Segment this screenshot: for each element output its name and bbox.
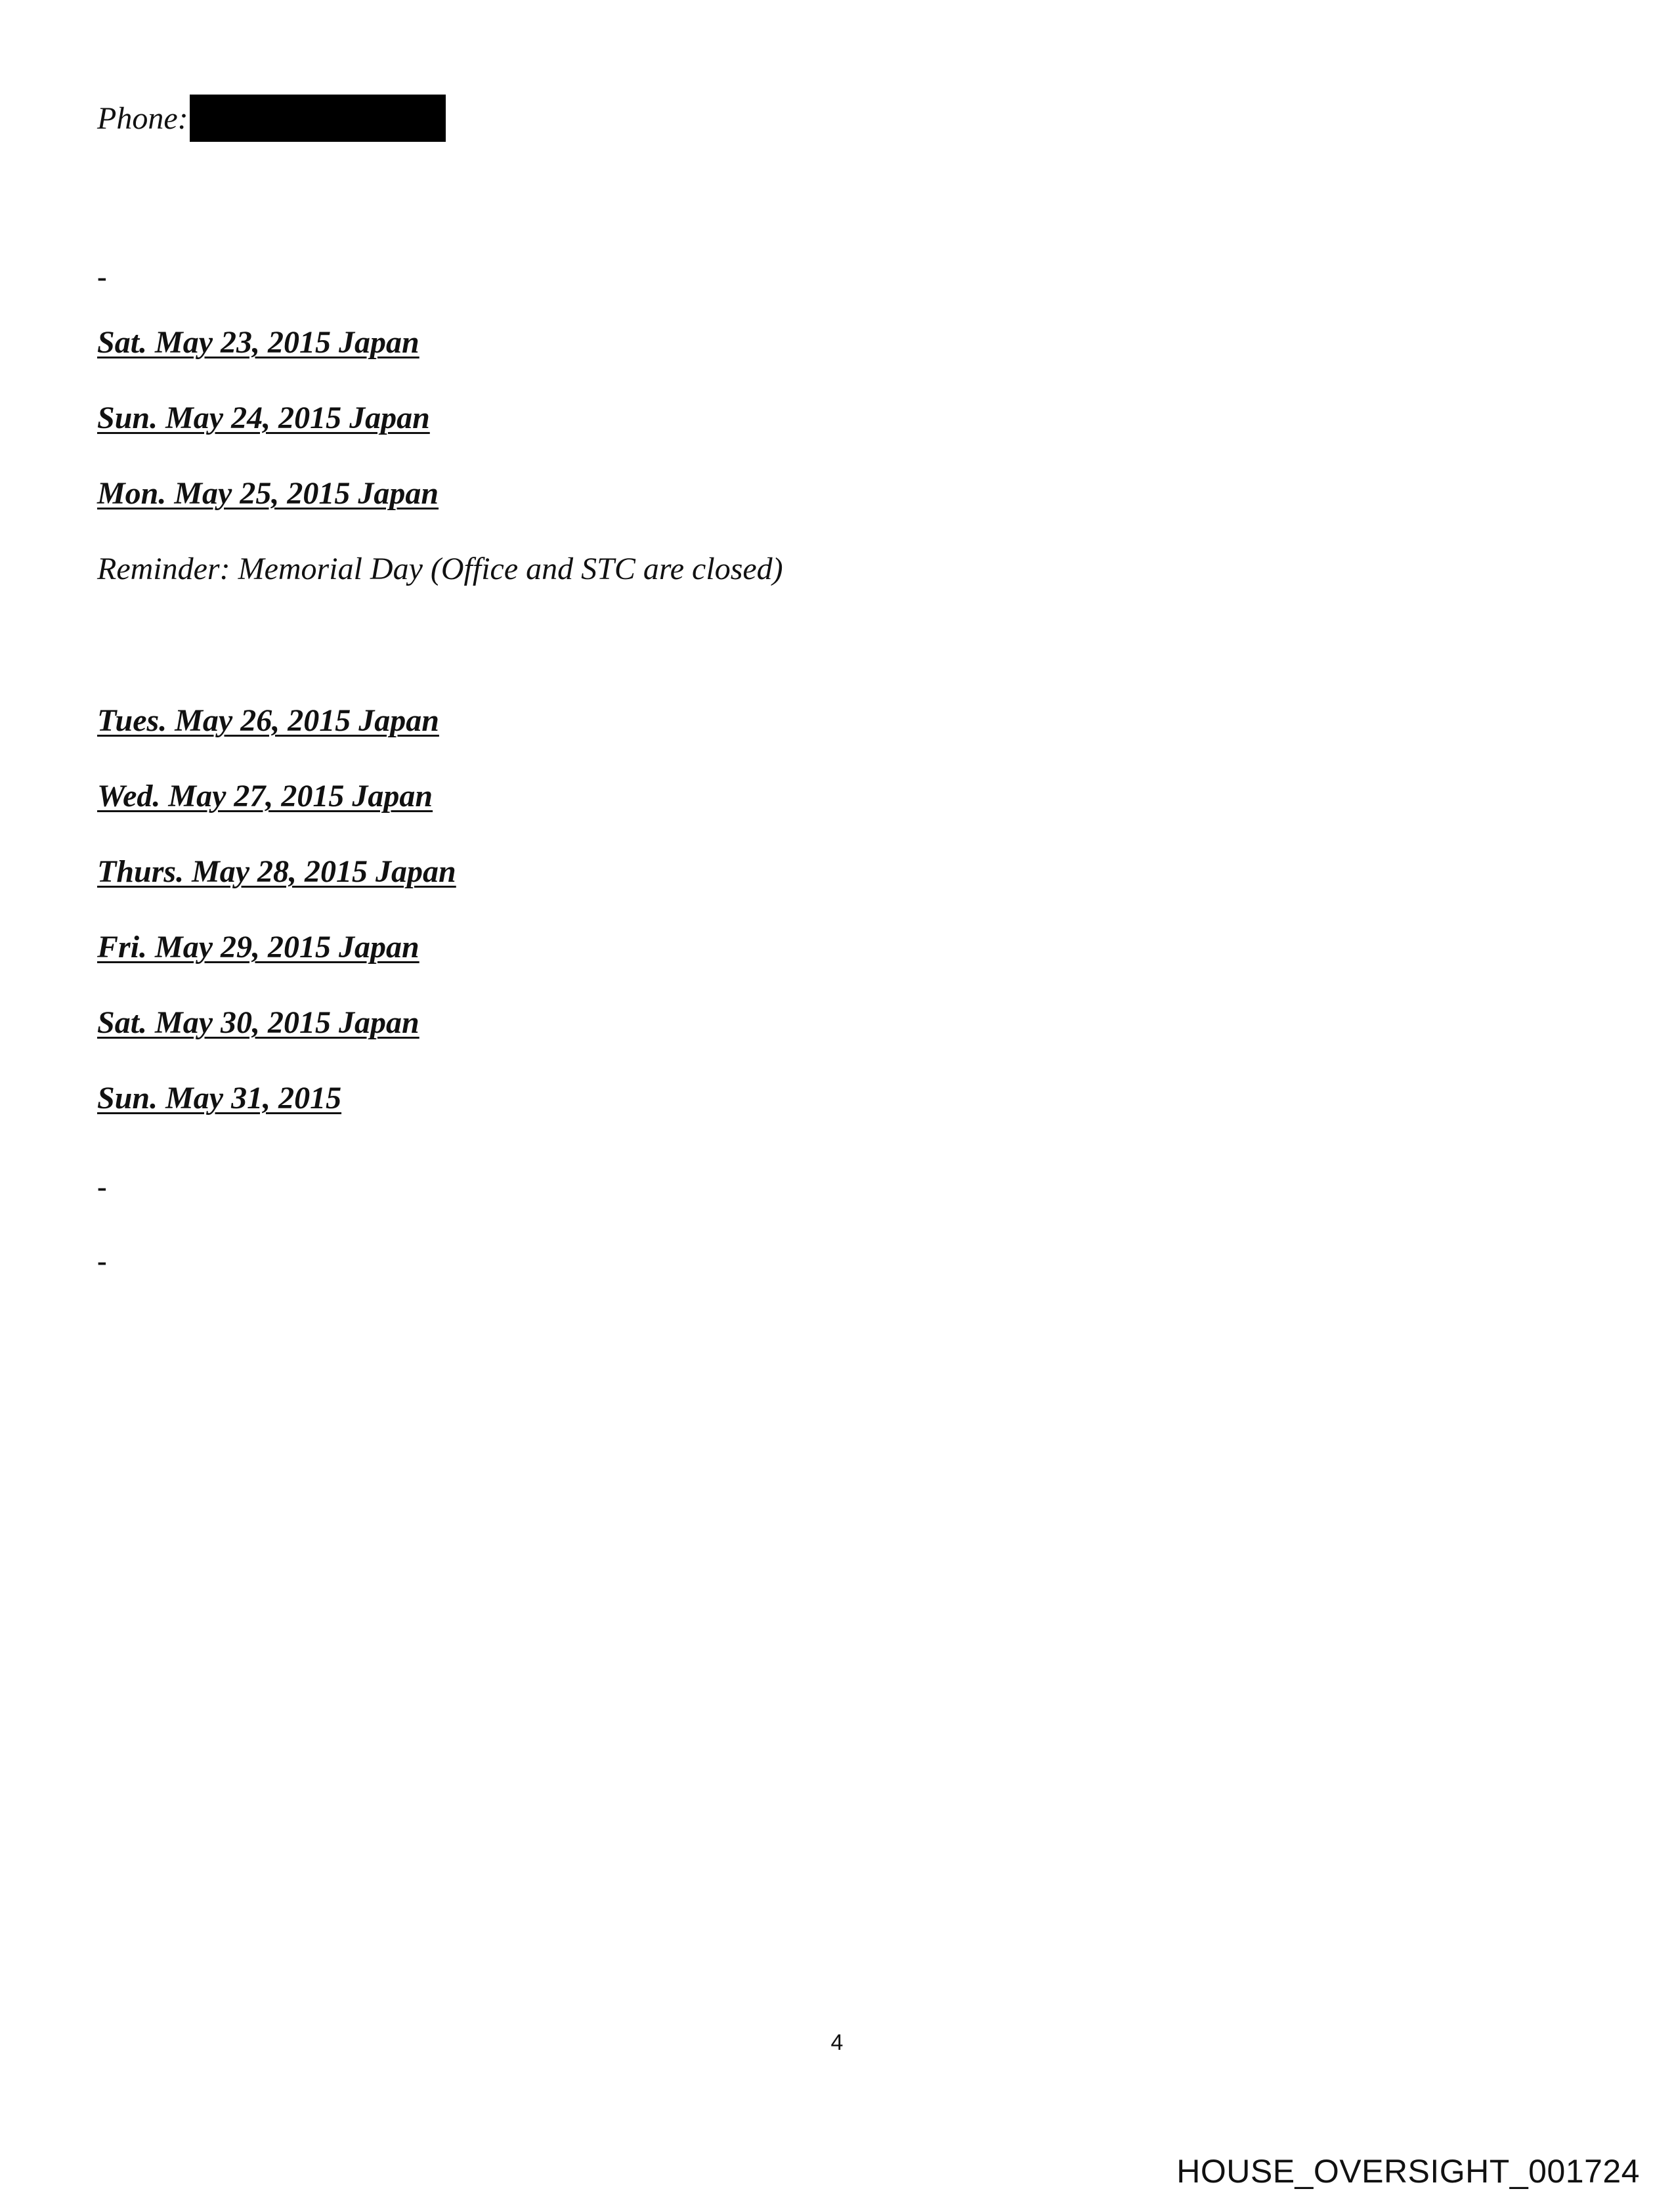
bates-number: HOUSE_OVERSIGHT_001724 [1176,2153,1640,2190]
phone-line [97,95,446,142]
day-heading-tues-may-26: Tues. May 26, 2015 Japan [97,703,439,738]
day-heading-sun-may-24: Sun. May 24, 2015 Japan [97,401,430,435]
dash-separator: - [97,1171,107,1203]
day-heading-mon-may-25: Mon. May 25, 2015 Japan [97,476,439,511]
dash-separator: - [97,1245,107,1277]
day-heading-sat-may-30: Sat. May 30, 2015 Japan [97,1005,419,1040]
day-heading-sun-may-31: Sun. May 31, 2015 [97,1081,342,1116]
phone-label: Phone: [97,100,188,136]
memorial-day-reminder: Reminder: Memorial Day (Office and STC are closed) [97,552,783,586]
redaction-box [190,95,446,142]
day-heading-sat-may-23: Sat. May 23, 2015 Japan [97,325,419,360]
day-heading-fri-may-29: Fri. May 29, 2015 Japan [97,930,419,965]
dash-separator: - [97,261,107,293]
page-number: 4 [830,2030,844,2055]
day-heading-wed-may-27: Wed. May 27, 2015 Japan [97,779,433,813]
day-heading-thurs-may-28: Thurs. May 28, 2015 Japan [97,854,456,889]
